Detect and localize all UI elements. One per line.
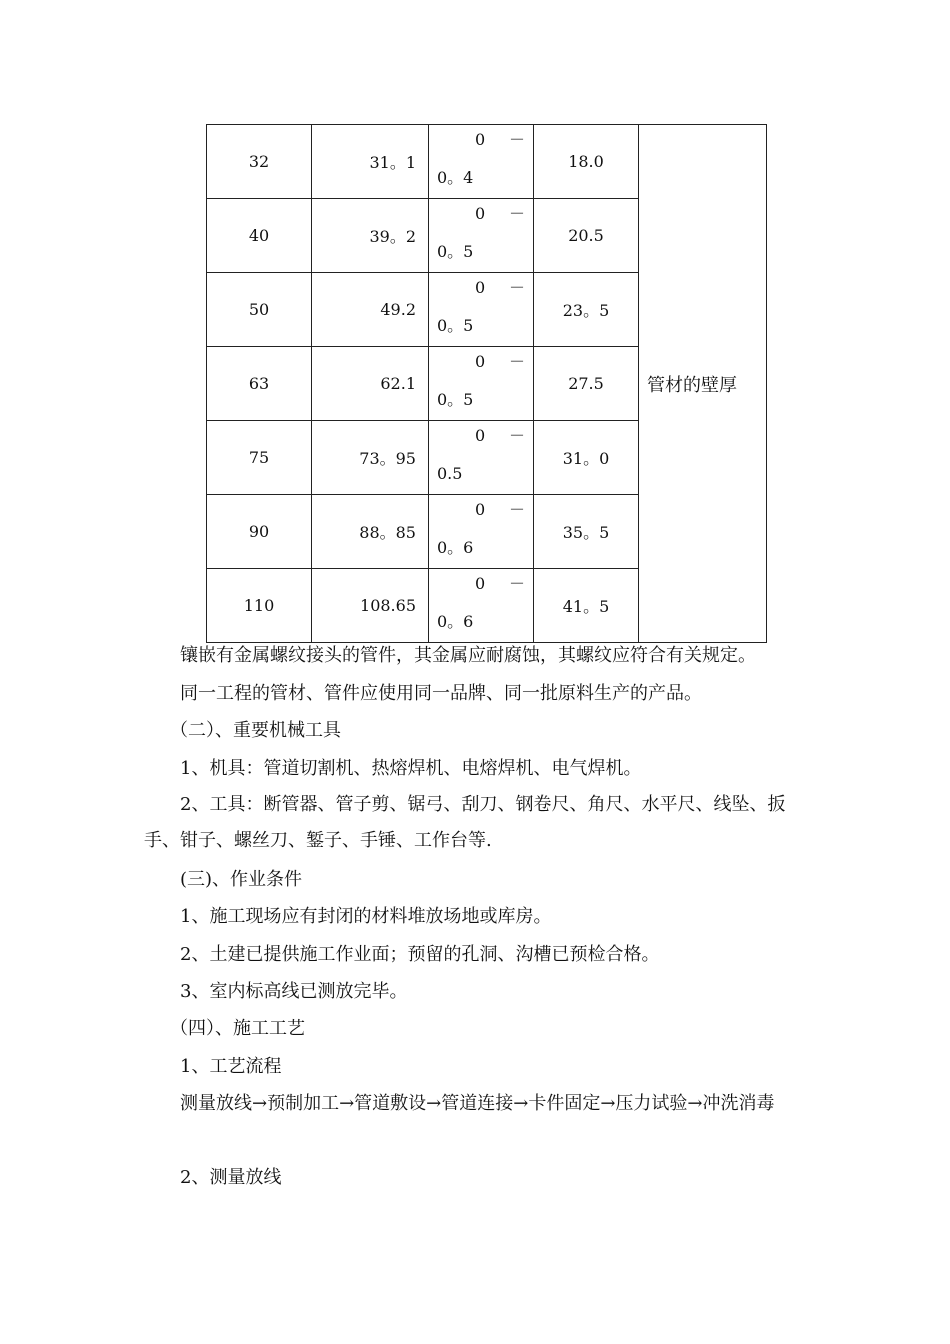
tolerance-upper: 0 — [475, 130, 486, 149]
tolerance-dash: － — [509, 352, 526, 371]
depth-cell: 27.5 — [534, 347, 639, 421]
outer-diameter-cell: 88。85 — [312, 495, 429, 569]
depth-cell: 23。5 — [534, 273, 639, 347]
paragraph-survey: 2、测量放线 — [180, 1167, 282, 1188]
nominal-cell: 90 — [207, 495, 312, 569]
outer-diameter-cell: 108.65 — [312, 569, 429, 643]
tolerance-upper: 0 — [475, 278, 486, 297]
tolerance-cell — [429, 273, 534, 347]
tolerance-upper: 0 — [475, 574, 486, 593]
nominal-cell: 40 — [207, 199, 312, 273]
nominal-cell: 75 — [207, 421, 312, 495]
outer-diameter-cell: 49.2 — [312, 273, 429, 347]
paragraph-flow-steps: 测量放线→预制加工→管道敷设→管道连接→卡件固定→压力试验→冲洗消毒 — [180, 1093, 775, 1114]
tolerance-cell — [429, 495, 534, 569]
tolerance-lower: 0。6 — [437, 538, 474, 557]
tolerance-dash: － — [509, 130, 526, 149]
depth-cell: 20.5 — [534, 199, 639, 273]
outer-diameter-cell: 39。2 — [312, 199, 429, 273]
paragraph-flow-title: 1、工艺流程 — [180, 1056, 282, 1077]
tolerance-cell — [429, 125, 534, 199]
depth-cell: 31。0 — [534, 421, 639, 495]
paragraph-condition-1: 1、施工现场应有封闭的材料堆放场地或库房。 — [180, 906, 552, 927]
tolerance-lower: 0。5 — [437, 316, 474, 335]
paragraph-condition-3: 3、室内标高线已测放完毕。 — [180, 981, 408, 1002]
depth-cell: 18.0 — [534, 125, 639, 199]
paragraph-condition-2: 2、土建已提供施工作业面；预留的孔洞、沟槽已预检合格。 — [180, 944, 660, 965]
heading-tools: （二）、重要机械工具 — [170, 720, 341, 741]
depth-cell: 41。5 — [534, 569, 639, 643]
tolerance-dash: － — [509, 204, 526, 223]
tolerance-lower: 0。6 — [437, 612, 474, 631]
outer-diameter-cell: 31。1 — [312, 125, 429, 199]
tolerance-cell — [429, 347, 534, 421]
heading-process: （四）、施工工艺 — [170, 1018, 305, 1039]
tolerance-cell — [429, 569, 534, 643]
paragraph-same-brand: 同一工程的管材、管件应使用同一品牌、同一批原料生产的产品。 — [180, 683, 702, 704]
nominal-cell: 50 — [207, 273, 312, 347]
tolerance-dash: － — [509, 426, 526, 445]
tolerance-lower: 0.5 — [437, 464, 463, 483]
nominal-cell: 32 — [207, 125, 312, 199]
tolerance-dash: － — [509, 574, 526, 593]
tolerance-dash: － — [509, 500, 526, 519]
paragraph-machines: 1、机具：管道切割机、热熔焊机、电熔焊机、电气焊机。 — [180, 758, 642, 779]
nominal-cell: 110 — [207, 569, 312, 643]
outer-diameter-cell: 73。95 — [312, 421, 429, 495]
tolerance-dash: － — [509, 278, 526, 297]
tolerance-cell — [429, 421, 534, 495]
tolerance-cell — [429, 199, 534, 273]
tolerance-lower: 0。5 — [437, 390, 474, 409]
heading-conditions: (三)、作业条件 — [180, 869, 303, 890]
nominal-cell: 63 — [207, 347, 312, 421]
merged-note-cell: 管材的壁厚 — [639, 125, 767, 643]
tolerance-upper: 0 — [475, 204, 486, 223]
table-row — [207, 125, 767, 199]
paragraph-metal-insert: 镶嵌有金属螺纹接头的管件，其金属应耐腐蚀，其螺纹应符合有关规定。 — [180, 645, 756, 666]
tolerance-lower: 0。4 — [437, 168, 474, 187]
tolerance-upper: 0 — [475, 352, 486, 371]
tolerance-upper: 0 — [475, 500, 486, 519]
pipe-spec-table — [206, 124, 767, 643]
tolerance-lower: 0。5 — [437, 242, 474, 261]
tolerance-upper: 0 — [475, 426, 486, 445]
depth-cell: 35。5 — [534, 495, 639, 569]
outer-diameter-cell: 62.1 — [312, 347, 429, 421]
paragraph-tools: 2、工具：断管器、管子剪、锯弓、刮刀、钢卷尺、角尺、水平尺、线坠、扳手、钳子、螺丝刀、錾子、手锤、工作台等. — [144, 794, 786, 851]
